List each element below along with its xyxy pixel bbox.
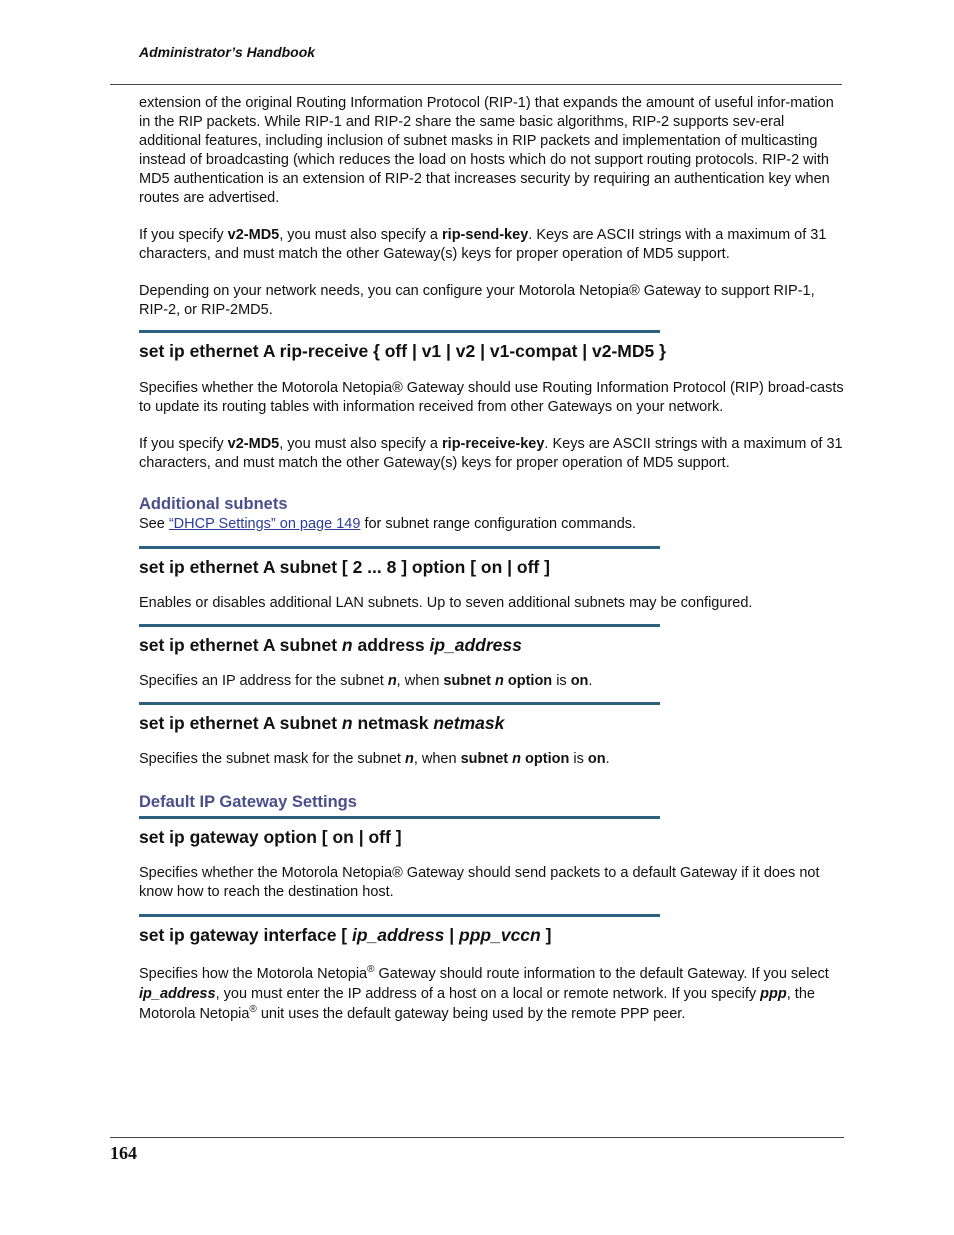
text: , when <box>396 673 444 689</box>
text: for subnet range configuration commands. <box>360 516 637 532</box>
text: Specifies the subnet mask for the subnet <box>139 751 405 767</box>
intro-md5-paragraph <box>139 226 844 264</box>
section-rule <box>139 330 660 333</box>
page-number: 164 <box>110 1143 137 1163</box>
intro-paragraph: extension of the original Routing Information Protocol (RIP-1) that expands the amount of useful infor-mation in the RIP packets. While RIP-1 and RIP-2 share the same basic algorithms, RIP-2 supports sev-eral additional features, including inclusion of subnet masks in RIP packets and implementation of multicasting instead of broadcasting (which reduces the load on hosts which do not support routing protocols. RIP-2 with MD5 authentication is an extension of RIP-2 that increases security by requiring an authentication key when routes are advertised. <box>139 95 834 206</box>
param-ppp-vccn: ppp_vccn <box>459 925 541 945</box>
text: Gateway should route information to the default Gateway. If you select <box>374 966 829 982</box>
section-rule <box>139 914 660 917</box>
gateway-option-paragraph: Specifies whether the Motorola Netopia® Gateway should send packets to a default Gateway if it does not know how to reach the destination host. <box>139 865 820 900</box>
gateway-interface-paragraph <box>139 964 844 1024</box>
gateway-option-heading: set ip gateway option [ on | off ] <box>139 827 402 847</box>
param-ip-address: ip_address <box>352 925 445 945</box>
footer-rule <box>110 1137 844 1138</box>
subnet-address-heading <box>139 635 844 656</box>
running-header: Administrator’s Handbook <box>139 44 316 60</box>
rip-receive-paragraph: Specifies whether the Motorola Netopia® Gateway should use Routing Information Protocol (RIP) broad-casts to update its routing tables with information received from other Gateways on your network. <box>139 380 844 415</box>
text: set ip ethernet A subnet <box>139 635 342 655</box>
subnet-netmask-paragraph <box>139 750 844 769</box>
text: , the Motorola Netopia <box>139 986 815 1022</box>
text: netmask <box>352 713 434 733</box>
text: If you specify <box>139 436 228 452</box>
text: | <box>444 925 460 945</box>
text: set ip gateway interface [ <box>139 925 352 945</box>
rip-receive-md5-paragraph <box>139 435 844 473</box>
section-rule <box>139 624 660 627</box>
section-rule <box>139 546 660 549</box>
text: , you must also specify a <box>279 436 443 452</box>
text: . <box>588 673 593 689</box>
param-n: n <box>404 751 414 767</box>
param-n: n <box>512 751 522 767</box>
param-n: n <box>494 673 504 689</box>
intro-network-paragraph: Depending on your network needs, you can configure your Motorola Netopia® Gateway to support RIP-1, RIP-2, or RIP-2MD5. <box>139 283 815 318</box>
keyword-on: on <box>570 673 589 689</box>
registered-mark: ® <box>249 1004 257 1016</box>
section-rule <box>139 816 660 819</box>
param-netmask: netmask <box>433 713 505 733</box>
text: address <box>352 635 430 655</box>
text: . Keys are ASCII strings with a maximum of 31 characters, and must match the other Gateway(s) keys for proper operation of MD5 support. <box>139 227 827 262</box>
param-n: n <box>341 713 353 733</box>
subnet-option-paragraph: Enables or disables additional LAN subnets. Up to seven additional subnets may be configured. <box>139 595 753 611</box>
registered-mark: ® <box>367 964 375 976</box>
text: If you specify <box>139 227 228 243</box>
subnet-netmask-heading <box>139 713 844 734</box>
keyword-option: option <box>521 751 570 767</box>
subnet-option-heading: set ip ethernet A subnet [ 2 ... 8 ] option [ on | off ] <box>139 557 550 577</box>
param-ip-address: ip_address <box>429 635 522 655</box>
keyword-v2-md5: v2-MD5 <box>227 436 280 452</box>
keyword-rip-send-key: rip-send-key <box>442 227 529 243</box>
text: set ip ethernet A subnet <box>139 713 342 733</box>
text: . Keys are ASCII strings with a maximum of 31 characters, and must match the other Gateway(s) keys for proper operation of MD5 support. <box>139 436 843 471</box>
keyword-subnet: subnet <box>460 751 513 767</box>
text: Specifies how the Motorola Netopia <box>139 966 368 982</box>
keyword-v2-md5: v2-MD5 <box>227 227 280 243</box>
subnet-address-paragraph <box>139 672 844 691</box>
param-ppp: ppp <box>760 986 787 1002</box>
keyword-subnet: subnet <box>443 673 495 689</box>
text: is <box>569 751 588 767</box>
additional-subnets-paragraph <box>139 515 844 534</box>
gateway-interface-heading <box>139 925 844 946</box>
keyword-rip-receive-key: rip-receive-key <box>442 436 545 452</box>
text: , when <box>413 751 461 767</box>
param-ip-address: ip_address <box>139 986 216 1002</box>
page-content <box>139 94 844 1024</box>
text: See <box>139 516 169 532</box>
keyword-on: on <box>587 751 606 767</box>
text: . <box>605 751 610 767</box>
text: is <box>552 673 571 689</box>
additional-subnets-heading: Additional subnets <box>139 495 288 513</box>
text: unit uses the default gateway being used by the remote PPP peer. <box>256 1006 686 1022</box>
header-rule <box>110 84 842 85</box>
dhcp-settings-link[interactable]: “DHCP Settings” on page 149 <box>168 516 361 532</box>
rip-receive-heading: set ip ethernet A rip-receive { off | v1 | v2 | v1-compat | v2-MD5 } <box>139 341 666 361</box>
param-n: n <box>341 635 353 655</box>
text: ] <box>540 925 552 945</box>
section-rule <box>139 702 660 705</box>
text: , you must also specify a <box>279 227 443 243</box>
keyword-option: option <box>503 673 553 689</box>
text: Specifies an IP address for the subnet <box>139 673 388 689</box>
default-gateway-heading: Default IP Gateway Settings <box>139 793 357 811</box>
param-n: n <box>387 673 397 689</box>
text: , you must enter the IP address of a host on a local or remote network. If you specify <box>215 986 761 1002</box>
